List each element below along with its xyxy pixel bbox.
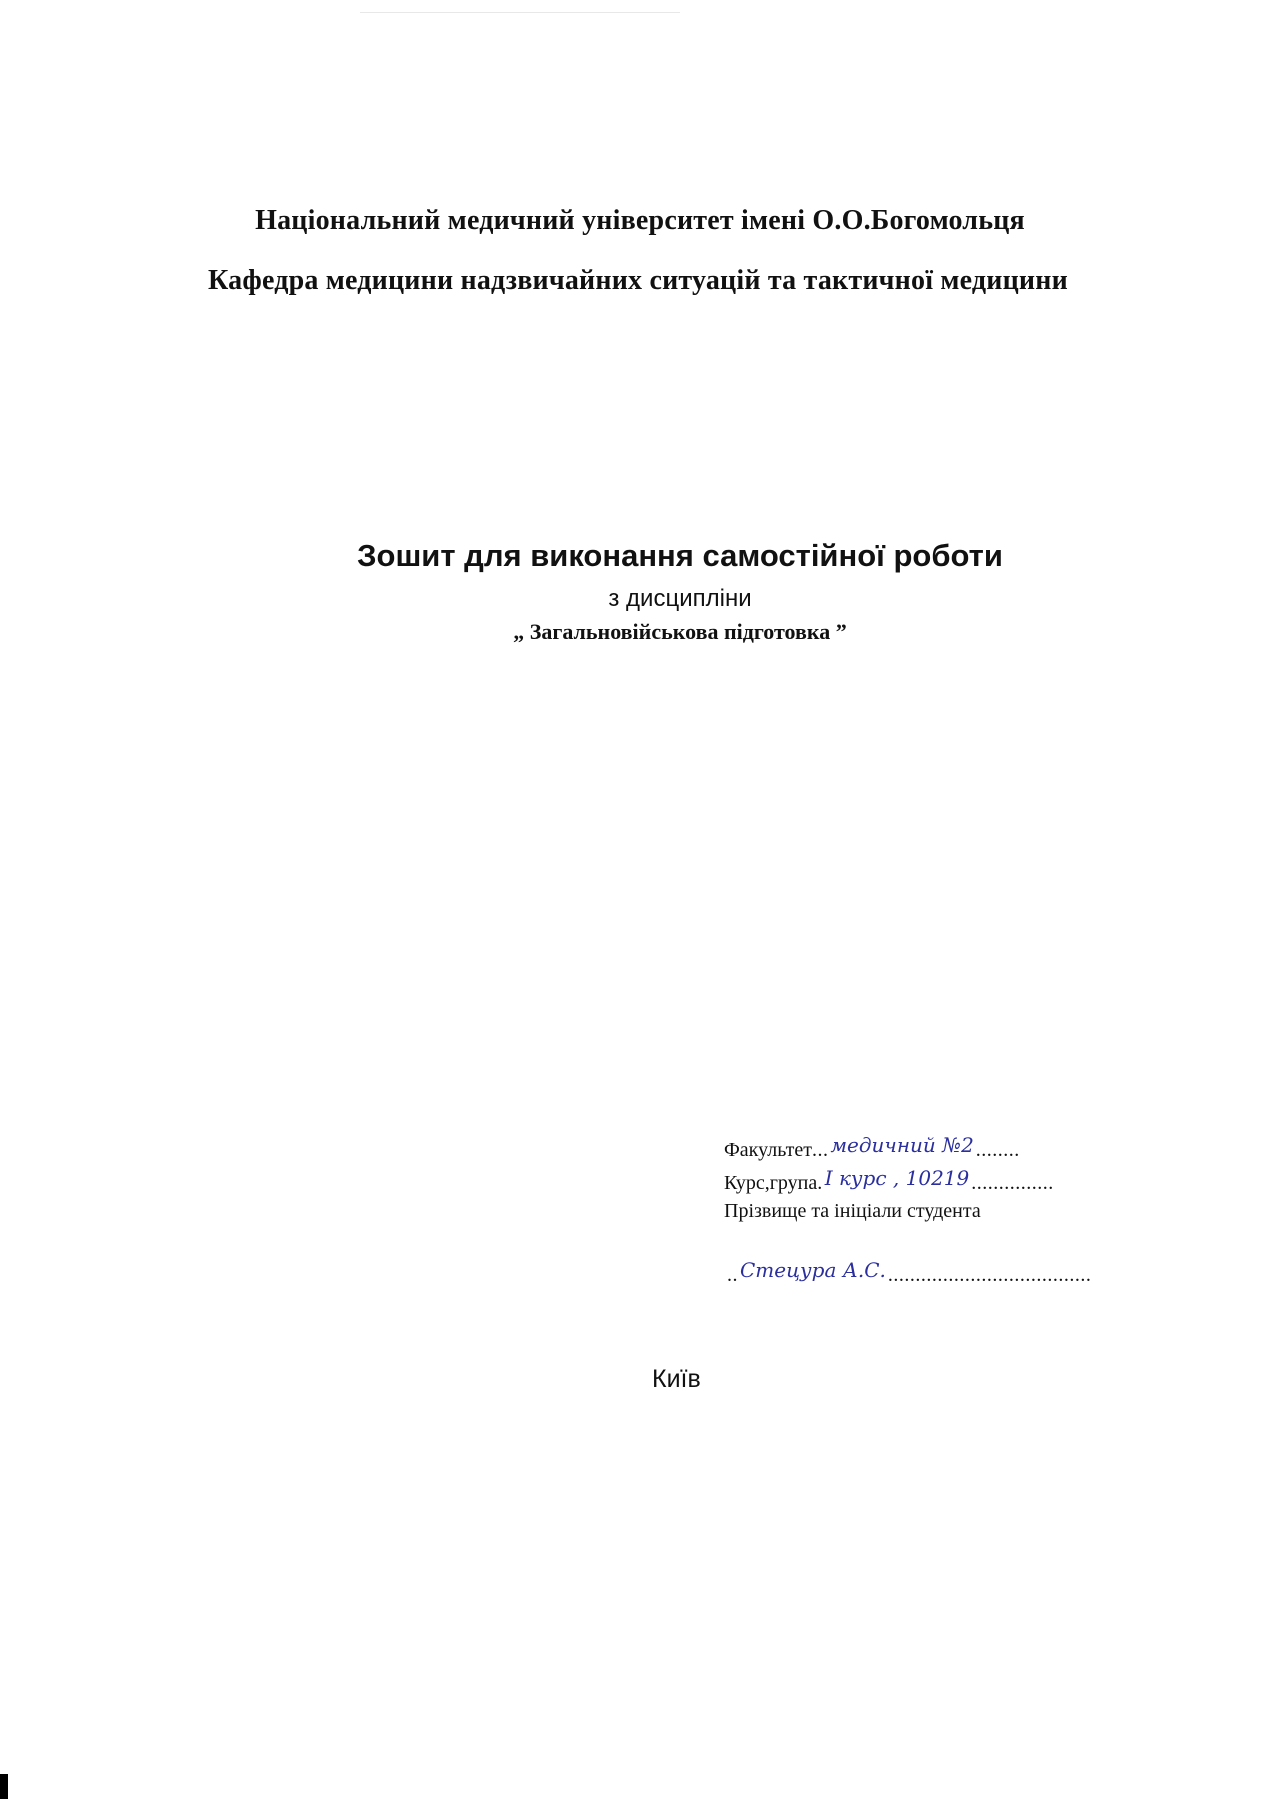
scan-smudge	[360, 12, 680, 13]
city-name: Київ	[652, 1365, 701, 1393]
document-subtitle: з дисципліни	[608, 585, 752, 612]
student-name-field	[727, 1258, 1092, 1287]
faculty-trailing-dots: ........	[975, 1139, 1020, 1161]
faculty-handwritten-value: медичний №2	[830, 1133, 974, 1157]
scan-edge-mark	[0, 1774, 8, 1799]
student-name-leading-dots: ..	[727, 1264, 738, 1286]
document-title: Зошит для виконання самостійної роботи	[357, 538, 1003, 573]
university-name: Національний медичний університет імені О.О.Богомольця	[255, 205, 1025, 236]
course-group-handwritten-value: I курс , 10219	[824, 1166, 970, 1190]
course-group-leading-dots: .	[817, 1172, 823, 1194]
faculty-label: Факультет	[724, 1139, 812, 1161]
course-group-trailing-dots: ...............	[971, 1172, 1054, 1194]
course-group-field	[724, 1166, 1054, 1195]
course-group-label: Курс,група	[724, 1172, 818, 1194]
student-name-trailing-dots: .....................................	[887, 1264, 1092, 1286]
student-name-label: Прізвище та ініціали студента	[724, 1200, 981, 1222]
discipline-name: „ Загальновійськова підготовка ”	[513, 619, 847, 644]
faculty-leading-dots: ...	[811, 1139, 829, 1161]
faculty-field	[724, 1133, 1020, 1162]
student-name-handwritten-value: Стецура А.С.	[740, 1258, 886, 1282]
department-name: Кафедра медицини надзвичайних ситуацій та тактичної медицини	[208, 265, 1068, 296]
student-name-label-row	[724, 1200, 981, 1223]
